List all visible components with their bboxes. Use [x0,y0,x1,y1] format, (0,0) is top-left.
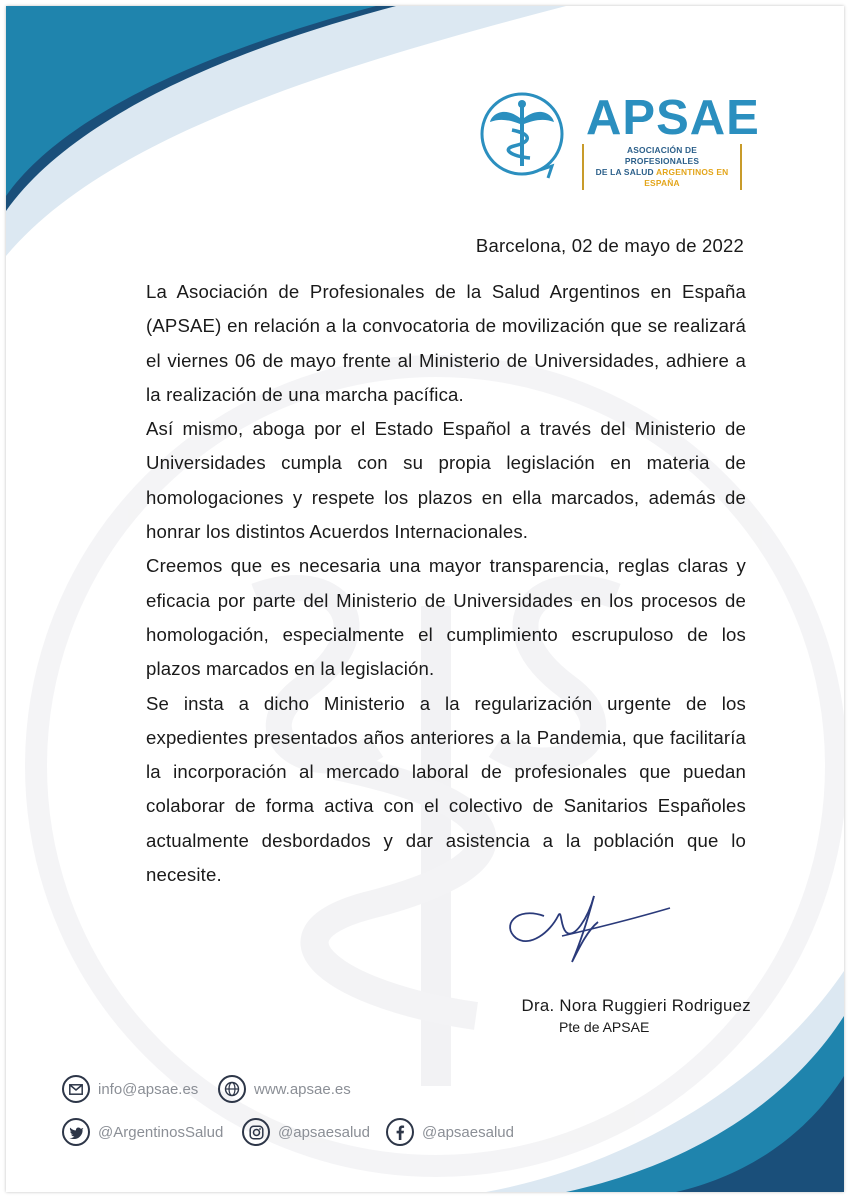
contact-website[interactable] [218,1075,351,1103]
caduceus-logo-icon [474,88,574,180]
globe-icon [218,1075,246,1103]
twitter-handle: @ArgentinosSalud [98,1123,224,1141]
instagram-icon [242,1118,270,1146]
website-text: www.apsae.es [254,1080,351,1098]
logo-acronym: APSAE [586,91,760,145]
email-text: info@apsae.es [98,1080,199,1098]
paragraph: La Asociación de Profesionales de la Salud Argentinos en España (APSAE) en relación a la convocatoria de movilización que se realizará el viernes 06 de mayo frente al Ministerio de Universidades, adhiere a la realización de una marcha pacífica. [146,281,746,405]
paragraph: Se insta a dicho Ministerio a la regularización urgente de los expedientes presentados años anteriores a la Pandemia, que facilitaría la incorporación al mercado laboral de profesionales que puedan colaborar de forma activa con el colectivo de Sanitarios Españoles actualmente desbordados y dar asistencia a la población que lo necesite. [146,692,746,886]
contact-instagram[interactable] [242,1118,370,1146]
letter-body [146,275,746,892]
handwritten-signature [496,886,676,976]
instagram-handle: @apsaesalud [278,1123,370,1141]
paragraph: Creemos que es necesaria una mayor transparencia, reglas claras y eficacia por parte del Ministerio de Universidades en los procesos de homologación, especialmente el cumplimiento escrupuloso de los plazos marcados en la legislación. [146,555,746,680]
facebook-icon [386,1118,414,1146]
apsae-logo [474,88,760,188]
letter-page [6,6,844,1192]
letter-date: Barcelona, 02 de mayo de 2022 [475,235,744,256]
logo-subtitle: ASOCIACIÓN DE PROFESIONALES DE LA SALUD ARGENTINOS EN ESPAÑA [582,144,742,190]
contact-twitter[interactable] [62,1118,223,1146]
twitter-icon [62,1118,90,1146]
facebook-handle: @apsaesalud [422,1123,514,1141]
contact-email[interactable] [62,1075,198,1103]
mail-icon [62,1075,90,1103]
signer-role: Pte de APSAE [559,1019,650,1035]
paragraph: Así mismo, aboga por el Estado Español a través del Ministerio de Universidades cumpla con su propia legislación en materia de homologaciones y respete los plazos en ella marcados, además de honrar los distintos Acuerdos Internacionales. [146,418,746,543]
contact-facebook[interactable] [386,1118,514,1146]
signer-name: Dra. Nora Ruggieri Rodriguez [521,996,751,1015]
